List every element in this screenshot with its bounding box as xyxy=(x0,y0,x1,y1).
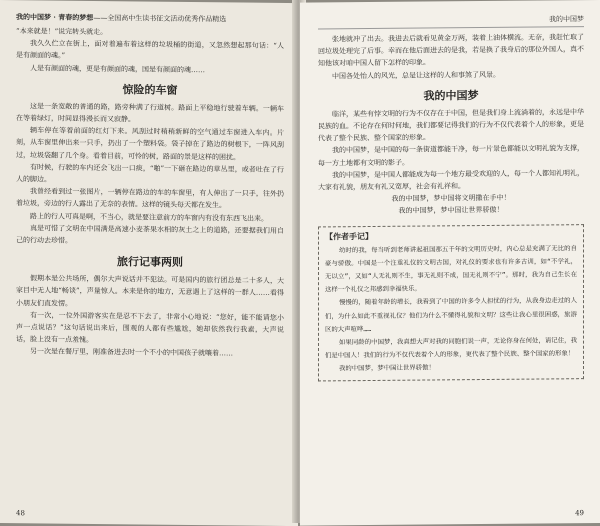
running-header-left xyxy=(16,12,284,25)
author-notes-box xyxy=(318,224,584,381)
paragraph: 有一次，一位外国游客实在是忍不下去了，非常小心地说：“您好，能不能请您小声一点说话？”这句话说出来后，围观的人都有些尴尬，她却依然我行我素，大声说话，脸上没有一点羞愧。 xyxy=(16,311,284,345)
paragraph: 我的中国梦，是中国的每一条街道都能干净，每一片景色都能以文明礼貌为支撑，每一方土地都有文明的影子。 xyxy=(318,144,584,168)
paragraph: 路上的行人可真是啊，不当心，就是要注意前方的车窗内有没有东西飞出来。 xyxy=(30,211,268,223)
section-heading: 惊险的车窗 xyxy=(122,83,178,97)
right-page xyxy=(300,0,600,526)
poem-line: 我的中国梦，梦中国将文明撒在手中！ xyxy=(391,194,511,204)
paragraph: 人是有颜面的魂，更是有颜面的魂，国是有颜面的魂…… xyxy=(30,63,205,74)
notes-paragraph: 如果同龄的中国梦，我真想大声对我的同胞们说一声，无论你身在何处，请记住，我们是中国人！我们的行为不仅代表着个人的形象，更代表了整个民族、整个国家的形象！ xyxy=(325,336,577,360)
header-title: 我的中国梦 · 青春的梦想 xyxy=(16,12,94,22)
paragraph: 另一次是在餐厅里，刚准备进去时一个不小的中国孩子就嚷着…… xyxy=(30,347,233,358)
notes-paragraph: 我的中国梦，梦中国让世界骄傲！ xyxy=(339,363,435,373)
paragraph: 我曾经看到过一张图片，一辆停在路边的车的车窗里，有人伸出了一只手，往外扔着垃圾，旁边的行人露出了无奈的表情。这样的镜头每天都在发生。 xyxy=(16,187,284,210)
paragraph: 临洋，某些有悖文明的行为不仅存在于中国，但是我们身上流淌着的，永远是中华民族的血。不论存在何时何地，我们都要记得我们的行为不仅代表着个人的形象，更是代表了整个民族、整个国家的形象。 xyxy=(318,107,584,143)
paragraph: 中国各处怡人的风光，总是让这样的人和事煞了风景。 xyxy=(332,70,500,80)
paragraph: 辆车停在等着前面的红灯下来。风刮过时稍稍新鲜的空气通过车窗进入车内。片刻，从车窗里伸出来一只手，扔出了一个塑料袋。袋子掉在了路边的树根下，一阵风刮过，垃圾袋翻了几个身。看着目前，可怜的树，路面的景是这样的困扰。 xyxy=(16,126,284,162)
paragraph: 我的中国梦，是中国人都能成为每一个地方最受欢迎的人，每一个人都知礼明礼，大家有礼貌，朋友有礼又宽厚，社会有礼祥和。 xyxy=(318,168,584,192)
paragraph: 张地就冲了出去。我进去后就看见黄金万两，装着上油体横流。无奈，我赶忙取了回垃圾处理完了后事。幸而在他后面进去的是我，若是换了我身后的那位外国人，真不知他该对咱中国人留下怎样的印象。 xyxy=(318,33,584,68)
running-header-right: 我的中国梦 xyxy=(318,14,584,29)
header-subtitle: ——全国高中生读书征文活动优秀作品精选 xyxy=(93,13,227,24)
poem-line: 我的中国梦，梦中国让世界骄傲！ xyxy=(398,206,504,216)
paragraph: “本来就是！”说完转头就走。 xyxy=(16,27,108,37)
notes-paragraph: 幼时的我，每当听到老师讲起祖国那五千年的文明历史时，内心总是充满了无比的自豪与骄傲。中国是一个注重礼仪的文明古国，对礼仪的要求也有许多古训，如“不学礼，无以立”，又如“人无礼则不生，事无礼则不成，国无礼则不宁”。那时，我为自己生长在这样一个礼仪之邦感到幸福快乐。 xyxy=(325,243,577,294)
paragraph: 我久久伫立在街上，面对着遍布着这样的垃圾桶的街道，又忽然想起那句话：“人是有颜面的魂。” xyxy=(16,39,284,61)
section-heading: 旅行记事两则 xyxy=(117,255,183,270)
page-number: 49 xyxy=(575,509,584,518)
paragraph: 有时候，行驶的车内还会飞出一口痰，“啪”一下砸在路边的草丛里，或者吐在了行人的脚边。 xyxy=(16,163,284,184)
paragraph: 这是一条宽敞的普通的路，路旁种满了行道树。路面上平稳地行驶着车辆。一辆车在等着绿灯，时间显得漫长而又寂静。 xyxy=(16,102,284,124)
left-page xyxy=(0,0,298,526)
page-number: 48 xyxy=(16,509,25,518)
author-notes-title: 【作者手记】 xyxy=(325,231,373,242)
notes-paragraph: 慢慢的，随着年龄的增长，我看到了中国的许多令人担忧的行为，从我身边走过的人们，为什么如此不重视礼仪？他们为什么不懂得礼貌和文明？这些让我心里很困惑，旅游区的大声喧哗…… xyxy=(325,296,577,334)
section-heading: 我的中国梦 xyxy=(423,88,479,103)
paragraph: 假期本是公共场所，偶尔大声说话并不犯法。可是国内的旅行团总是二十多人，大家目中无人地“畅谈”，声量惊人。本来是你的地方，无意遇上了这样的一群人……看得小朋友们直发愣。 xyxy=(16,274,284,308)
paragraph: 真是可惜了文明在中国满是高速小麦茶果水相的灰土之上的道路，还要据我们用自己的行动去珍惜。 xyxy=(16,224,284,245)
